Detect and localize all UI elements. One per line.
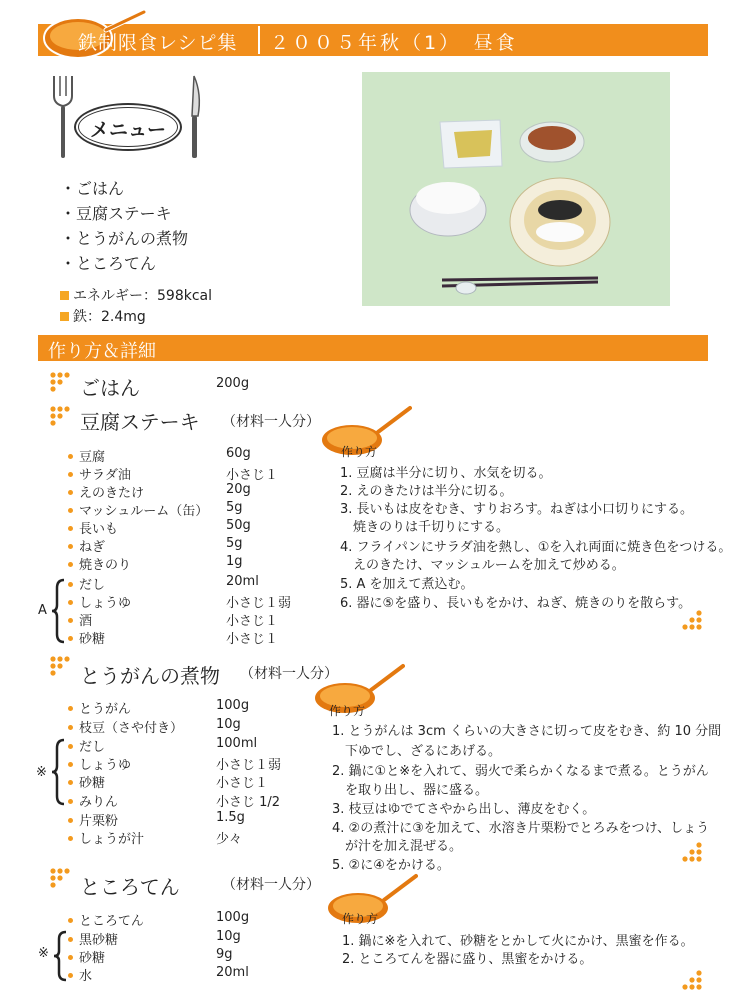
ingredient <box>68 518 118 537</box>
dots-icon <box>50 868 72 890</box>
step: 4. フライパンにサラダ油を熱し、①を入れ両面に焼き色をつける。 <box>340 540 732 555</box>
bullet-icon <box>68 799 73 804</box>
ingredient-qty: 10g <box>216 929 241 944</box>
ingredient-name: みりん <box>79 795 119 810</box>
step: 焼きのりは千切りにする。 <box>340 520 510 535</box>
menu-item: ・豆腐ステーキ <box>60 204 172 223</box>
ingredient <box>68 698 131 717</box>
ingredient <box>68 810 118 829</box>
bullet-icon <box>68 600 73 605</box>
bullet-icon <box>68 562 73 567</box>
ingredient-qty: 50g <box>226 518 251 533</box>
ingredient-name: マッシュルーム（缶） <box>79 504 209 519</box>
step: 2. 鍋に①と※を入れて、弱火で柔らかくなるまで煮る。とうがん <box>332 764 709 779</box>
step: 1. とうがんは 3cm くらいの大きさに切って皮をむき、約 10 分間 <box>332 724 722 739</box>
dots-icon <box>680 970 702 992</box>
ingredient <box>68 592 131 611</box>
ingredient-name: だし <box>79 578 106 593</box>
brace-icon <box>52 930 68 982</box>
ingredient-qty: 1g <box>226 554 243 569</box>
ingredient-name: 砂糖 <box>79 632 106 647</box>
step: 6. 器に⑤を盛り、長いもをかけ、ねぎ、焼きのりを散らす。 <box>340 596 692 611</box>
bullet-icon <box>68 955 73 960</box>
step: 1. 鍋に※を入れて、砂糖をとかして火にかけ、黒蜜を作る。 <box>342 934 694 949</box>
ingredient-name: しょうゆ <box>79 596 132 611</box>
ingredient-qty: 10g <box>216 717 241 732</box>
ingredient-qty: 60g <box>226 446 251 461</box>
step: 3. 枝豆はゆでてさやから出し、薄皮をむく。 <box>332 802 596 817</box>
ingredient-name: ねぎ <box>79 540 106 555</box>
ingredient <box>68 929 118 948</box>
dots-icon <box>50 406 72 428</box>
dish-name: 豆腐ステーキ <box>80 410 200 434</box>
bullet-icon <box>68 618 73 623</box>
bullet-icon <box>68 836 73 841</box>
ingredient <box>68 464 131 483</box>
bullet-icon <box>68 744 73 749</box>
bullet-icon <box>68 725 73 730</box>
ingredient-name: 片栗粉 <box>79 814 119 829</box>
ingredient-qty: 20ml <box>216 965 249 980</box>
ingredient <box>68 754 131 773</box>
step: 3. 長いもは皮をむき、すりおろす。ねぎは小口切りにする。 <box>340 502 693 517</box>
bullet-icon <box>68 706 73 711</box>
nutrition-iron <box>60 306 146 326</box>
nutrition-energy-text: エネルギー：598kcal <box>73 288 212 304</box>
ingredient-qty: 小さじ１ <box>226 614 279 629</box>
bullet-icon <box>68 937 73 942</box>
bullet-icon <box>68 918 73 923</box>
square-bullet-icon <box>60 312 69 321</box>
ingredient-name: 砂糖 <box>79 951 106 966</box>
ingredient-name: 長いも <box>79 522 119 537</box>
ingredient-name: とうがん <box>79 702 132 717</box>
meal-photo <box>362 72 670 306</box>
ingredient <box>68 500 208 519</box>
ingredient-qty: 小さじ１ <box>226 468 279 483</box>
ingredient-name: しょうゆ <box>79 758 132 773</box>
group-label: ※ <box>38 946 49 961</box>
ingredient <box>68 791 118 810</box>
ingredient-qty: 100ml <box>216 736 258 751</box>
ingredient-name: 黒砂糖 <box>79 933 119 948</box>
ingredient <box>68 910 144 929</box>
menu-item: ・ところてん <box>60 254 156 273</box>
ingredient <box>68 536 105 555</box>
ingredient-name: 枝豆（さや付き） <box>79 721 184 736</box>
ingredient <box>68 628 105 647</box>
dish-name: ごはん <box>80 376 140 400</box>
ingredient <box>68 828 144 847</box>
ingredient <box>68 554 131 573</box>
group-label: A <box>38 603 47 618</box>
step: えのきたけ、マッシュルームを加えて炒める。 <box>340 558 625 573</box>
knife-icon <box>184 74 204 160</box>
ingredient <box>68 736 105 755</box>
ingredient-qty: 20ml <box>226 574 259 589</box>
ingredient-qty: 小さじ 1/2 <box>216 795 281 810</box>
dots-icon <box>680 842 702 864</box>
ingredient <box>68 446 105 465</box>
menu-label: メニュー <box>89 119 166 141</box>
ingredient-qty: 5g <box>226 500 243 515</box>
step: 4. ②の煮汁に③を加えて、水溶き片栗粉でとろみをつけ、しょう <box>332 821 710 836</box>
dots-icon <box>50 656 72 678</box>
ingredient-name: 酒 <box>79 614 93 629</box>
dish-name: とうがんの煮物 <box>80 664 220 688</box>
how-to-label: 作り方 <box>342 912 379 926</box>
nutrition-energy <box>60 285 212 305</box>
bullet-icon <box>68 472 73 477</box>
menu-item: ・とうがんの煮物 <box>60 229 189 248</box>
step: 2. えのきたけは半分に切る。 <box>340 484 513 499</box>
ingredient <box>68 947 105 966</box>
dots-icon <box>680 610 702 632</box>
ingredient-qty: 小さじ１ <box>216 776 269 791</box>
step: を取り出し、器に盛る。 <box>332 783 489 798</box>
ingredient <box>68 772 105 791</box>
brace-icon <box>50 578 66 644</box>
ingredient-qty: 100g <box>216 698 250 713</box>
step: 下ゆでし、ざるにあげる。 <box>332 744 502 759</box>
header-divider <box>258 26 260 54</box>
ingredient-qty: 20g <box>226 482 251 497</box>
ingredient-name: 焼きのり <box>79 558 132 573</box>
header-title: 鉄制限食レシピ集 <box>78 32 238 54</box>
dots-icon <box>50 372 72 394</box>
ingredient-qty: 小さじ１弱 <box>226 596 292 611</box>
bullet-icon <box>68 973 73 978</box>
ingredient <box>68 482 144 501</box>
bullet-icon <box>68 508 73 513</box>
ingredient <box>68 717 183 736</box>
bullet-icon <box>68 490 73 495</box>
ingredient <box>68 610 92 629</box>
ingredient-qty: 9g <box>216 947 233 962</box>
how-to-label: 作り方 <box>329 704 366 718</box>
ingredient-name: えのきたけ <box>79 486 145 501</box>
step: 5. ②に④をかける。 <box>332 858 450 873</box>
menu-item: ・ごはん <box>60 179 125 198</box>
ingredient-name: ところてん <box>79 914 144 929</box>
dish-note: （材料一人分） <box>222 414 320 430</box>
how-to-label: 作り方 <box>341 445 378 459</box>
step: 2. ところてんを器に盛り、黒蜜をかける。 <box>342 952 593 967</box>
dish-amount: 200g <box>216 376 250 391</box>
ingredient-name: 豆腐 <box>79 450 106 465</box>
dish-note: （材料一人分） <box>222 877 320 893</box>
dish-name: ところてん <box>80 875 180 899</box>
square-bullet-icon <box>60 291 69 300</box>
ingredient-name: しょうが汁 <box>79 832 145 847</box>
step: が汁を加え混ぜる。 <box>332 839 463 854</box>
ingredient-qty: 5g <box>226 536 243 551</box>
ingredient-qty: 小さじ１ <box>226 632 279 647</box>
ingredient <box>68 965 92 984</box>
group-label: ※ <box>36 765 47 780</box>
ingredient-qty: 小さじ１弱 <box>216 758 282 773</box>
bullet-icon <box>68 762 73 767</box>
bullet-icon <box>68 818 73 823</box>
ingredient-qty: 1.5g <box>216 810 245 825</box>
bullet-icon <box>68 582 73 587</box>
nutrition-iron-text: 鉄：2.4mg <box>73 309 146 325</box>
bullet-icon <box>68 526 73 531</box>
ingredient-qty: 少々 <box>216 832 243 847</box>
ingredient-name: 水 <box>79 969 93 984</box>
ingredient-name: だし <box>79 740 106 755</box>
step: 1. 豆腐は半分に切り、水気を切る。 <box>340 466 552 481</box>
bullet-icon <box>68 544 73 549</box>
ingredient-qty: 100g <box>216 910 250 925</box>
dish-note: （材料一人分） <box>240 666 338 682</box>
step: 5. A を加えて煮込む。 <box>340 577 474 592</box>
bullet-icon <box>68 780 73 785</box>
ingredient <box>68 574 105 593</box>
fork-icon <box>50 74 76 160</box>
bullet-icon <box>68 636 73 641</box>
ingredient-name: 砂糖 <box>79 776 106 791</box>
header-subtitle: ２００５年秋（1） 昼食 <box>270 32 518 54</box>
section-title: 作り方＆詳細 <box>48 341 156 362</box>
bullet-icon <box>68 454 73 459</box>
brace-icon <box>50 738 66 806</box>
ingredient-name: サラダ油 <box>79 468 131 483</box>
